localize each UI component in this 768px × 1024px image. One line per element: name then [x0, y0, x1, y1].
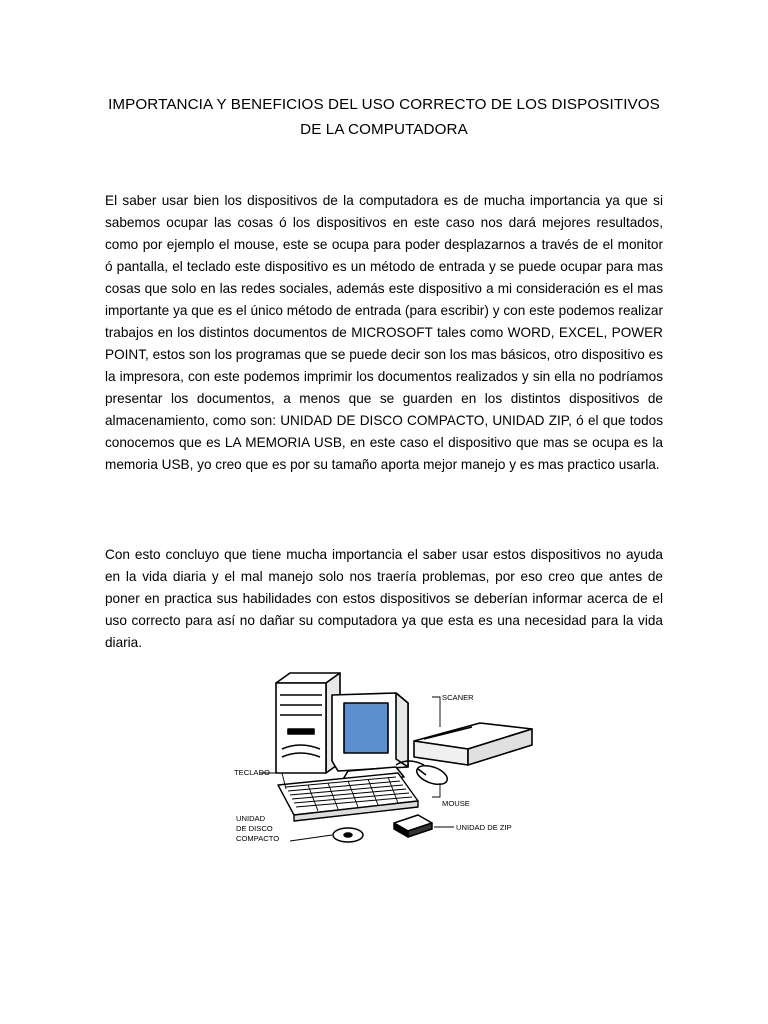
- computer-devices-illustration: [228, 665, 548, 855]
- label-mouse: MOUSE: [442, 799, 470, 808]
- monitor-icon: [332, 693, 408, 781]
- label-cd-drive-line1: UNIDAD: [236, 814, 266, 823]
- paragraph-2: Con esto concluyo que tiene mucha importancia el saber usar estos dispositivos no ayuda en la vida diaria y el mal manejo solo nos traería problemas, por eso creo que antes de poner en practica sus habilidades con estos dispositivos se deberían informar acerca de el uso correcto para así no dañar su computadora ya que esta es una necesidad para la vida diaria.: [105, 547, 663, 650]
- label-keyboard: TECLADO: [234, 768, 270, 777]
- compact-disc-icon: [333, 828, 363, 842]
- label-scanner: SCANER: [442, 693, 474, 702]
- zip-disk-icon: [394, 815, 432, 837]
- monitor-screen: [344, 703, 388, 753]
- computer-tower-icon: [276, 673, 340, 773]
- document-title: IMPORTANCIA Y BENEFICIOS DEL USO CORRECTO DE LOS DISPOSITIVOS DE LA COMPUTADORA: [108, 96, 660, 138]
- label-zip-drive: UNIDAD DE ZIP: [456, 823, 512, 832]
- label-cd-drive-line3: COMPACTO: [236, 834, 280, 843]
- label-cd-drive-line2: DE DISCO: [236, 824, 273, 833]
- scanner-icon: [414, 723, 532, 765]
- keyboard-icon: [278, 773, 418, 821]
- paragraph-1: El saber usar bien los dispositivos de la computadora es de mucha importancia ya que si sabemos ocupar las cosas ó los dispositivos en este caso nos dará mejores resultados, como por ejemplo el mouse, este se ocupa para poder desplazarnos a través de el monitor ó pantalla, el teclado este dispositivo es un método de entrada y se puede ocupar para mas cosas que solo en las redes sociales, además este dispositivo a mi consideración es el mas importante ya que es el único método de entrada (para escribir) y con este podemos realizar trabajos en los distintos documentos de MICROSOFT tales como WORD, EXCEL, POWER POINT, estos son los programas que se puede decir son los mas básicos, otro dispositivo es la impresora, con este podemos imprimir los documentos realizados y sin ella no podríamos presentar los documentos, a menos que se guarden en los distintos dispositivos de almacenamiento, como son: UNIDAD DE DISCO COMPACTO, UNIDAD ZIP, ó el que todos conocemos que es LA MEMORIA USB, en este caso el dispositivo que mas se ocupa es la memoria USB, yo creo que es por su tamaño aporta mejor manejo y es mas practico usarla.: [105, 193, 663, 472]
